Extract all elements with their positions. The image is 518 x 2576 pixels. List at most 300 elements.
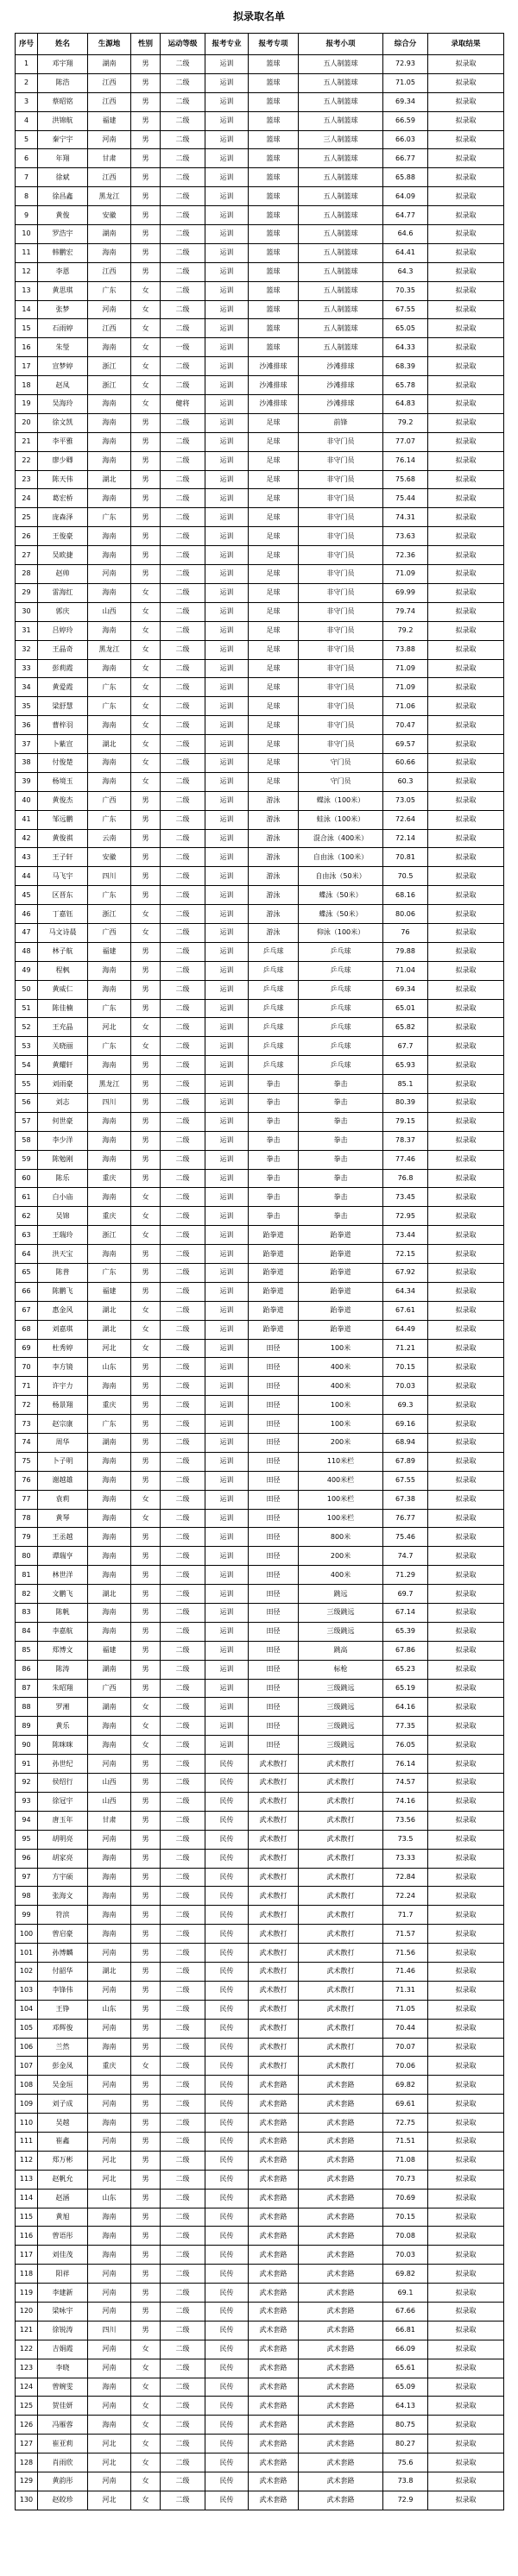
cell-specialty: 武术套路 [249, 2378, 299, 2397]
table-row [16, 2000, 504, 2019]
cell-score: 79.74 [383, 602, 428, 621]
cell-index: 87 [16, 1679, 38, 1698]
cell-name: 唐玉年 [38, 1811, 88, 1830]
cell-sport-level: 二级 [161, 1698, 205, 1717]
cell-result: 拟录取 [428, 1981, 504, 2000]
cell-name: 刘佳茂 [38, 2246, 88, 2265]
cell-score: 76.14 [383, 1755, 428, 1774]
cell-gender: 女 [131, 923, 161, 942]
cell-gender: 男 [131, 55, 161, 74]
cell-major: 运训 [205, 961, 249, 980]
cell-event: 拳击 [299, 1093, 383, 1112]
cell-major: 运训 [205, 1264, 249, 1283]
cell-major: 运训 [205, 546, 249, 565]
cell-result: 拟录取 [428, 2302, 504, 2321]
cell-origin: 海南 [88, 1906, 131, 1925]
cell-name: 王晶奇 [38, 640, 88, 659]
cell-result: 拟录取 [428, 451, 504, 470]
cell-gender: 男 [131, 1075, 161, 1094]
cell-score: 73.5 [383, 1830, 428, 1849]
table-row [16, 1944, 504, 1963]
cell-result: 拟录取 [428, 338, 504, 357]
cell-index: 69 [16, 1339, 38, 1358]
table-row [16, 527, 504, 546]
cell-sport-level: 二级 [161, 1679, 205, 1698]
cell-name: 黄爱霞 [38, 678, 88, 697]
table-row [16, 905, 504, 924]
cell-event: 五人制篮球 [299, 187, 383, 206]
cell-sport-level: 二级 [161, 92, 205, 111]
cell-name: 彭莉霞 [38, 659, 88, 678]
table-row [16, 659, 504, 678]
cell-name: 谭瑞亨 [38, 1547, 88, 1566]
cell-origin: 重庆 [88, 2057, 131, 2076]
cell-sport-level: 二级 [161, 1112, 205, 1131]
cell-gender: 男 [131, 73, 161, 92]
table-row [16, 1282, 504, 1301]
table-row [16, 432, 504, 451]
cell-sport-level: 二级 [161, 1150, 205, 1169]
table-row [16, 300, 504, 319]
cell-origin: 海南 [88, 2038, 131, 2057]
cell-specialty: 武术散打 [249, 1792, 299, 1811]
table-row [16, 1585, 504, 1604]
cell-major: 民传 [205, 2038, 249, 2057]
cell-event: 跆拳道 [299, 1264, 383, 1283]
cell-origin: 福建 [88, 1282, 131, 1301]
cell-index: 17 [16, 357, 38, 376]
cell-index: 3 [16, 92, 38, 111]
cell-event: 非守门员 [299, 583, 383, 602]
cell-event: 乒乓球 [299, 999, 383, 1018]
cell-index: 44 [16, 867, 38, 886]
table-row [16, 508, 504, 527]
cell-index: 52 [16, 1018, 38, 1037]
cell-major: 运训 [205, 1604, 249, 1623]
cell-sport-level: 二级 [161, 602, 205, 621]
cell-major: 运训 [205, 1490, 249, 1509]
table-row [16, 1830, 504, 1849]
cell-sport-level: 二级 [161, 867, 205, 886]
cell-origin: 海南 [88, 2378, 131, 2397]
cell-specialty: 游泳 [249, 923, 299, 942]
cell-gender: 男 [131, 2265, 161, 2284]
cell-major: 运训 [205, 905, 249, 924]
cell-sport-level: 一级 [161, 338, 205, 357]
cell-major: 运训 [205, 262, 249, 281]
table-row [16, 1471, 504, 1490]
cell-gender: 女 [131, 716, 161, 735]
cell-score: 71.05 [383, 73, 428, 92]
cell-index: 99 [16, 1906, 38, 1925]
cell-score: 68.39 [383, 357, 428, 376]
cell-name: 袁莉 [38, 1490, 88, 1509]
cell-index: 122 [16, 2340, 38, 2359]
header-event: 报考小项 [299, 34, 383, 55]
cell-event: 守门员 [299, 772, 383, 791]
cell-name: 吕婷玲 [38, 621, 88, 640]
table-row [16, 1509, 504, 1528]
table-row [16, 2057, 504, 2076]
table-row [16, 1679, 504, 1698]
cell-event: 武术套路 [299, 2151, 383, 2170]
cell-origin: 黑龙江 [88, 640, 131, 659]
cell-specialty: 武术散打 [249, 1774, 299, 1793]
cell-event: 沙滩排球 [299, 395, 383, 414]
cell-event: 武术套路 [299, 2397, 383, 2416]
cell-result: 拟录取 [428, 2265, 504, 2284]
cell-result: 拟录取 [428, 1509, 504, 1528]
table-row [16, 1755, 504, 1774]
cell-name: 贺佳妍 [38, 2397, 88, 2416]
cell-result: 拟录取 [428, 168, 504, 187]
cell-event: 武术套路 [299, 2359, 383, 2378]
cell-gender: 男 [131, 1150, 161, 1169]
cell-event: 拳击 [299, 1207, 383, 1226]
cell-result: 拟录取 [428, 1755, 504, 1774]
cell-sport-level: 二级 [161, 1660, 205, 1679]
cell-name: 林世洋 [38, 1566, 88, 1585]
cell-event: 三人制篮球 [299, 130, 383, 149]
cell-sport-level: 二级 [161, 2246, 205, 2265]
cell-specialty: 拳击 [249, 1093, 299, 1112]
cell-specialty: 拳击 [249, 1075, 299, 1094]
cell-name: 黄耀轩 [38, 1056, 88, 1075]
cell-result: 拟录取 [428, 1471, 504, 1490]
cell-name: 侯绍行 [38, 1774, 88, 1793]
cell-origin: 海南 [88, 2227, 131, 2246]
cell-index: 94 [16, 1811, 38, 1830]
cell-specialty: 篮球 [249, 92, 299, 111]
cell-specialty: 田径 [249, 1377, 299, 1396]
cell-major: 运训 [205, 1585, 249, 1604]
cell-gender: 男 [131, 1906, 161, 1925]
table-row [16, 2453, 504, 2472]
cell-gender: 男 [131, 111, 161, 130]
cell-name: 马飞宇 [38, 867, 88, 886]
cell-score: 72.95 [383, 1207, 428, 1226]
cell-specialty: 篮球 [249, 187, 299, 206]
cell-specialty: 武术套路 [249, 2265, 299, 2284]
cell-gender: 女 [131, 2472, 161, 2491]
cell-score: 71.06 [383, 697, 428, 716]
table-row [16, 621, 504, 640]
cell-result: 拟录取 [428, 716, 504, 735]
cell-score: 80.06 [383, 905, 428, 924]
cell-event: 武术套路 [299, 2378, 383, 2397]
cell-index: 36 [16, 716, 38, 735]
cell-sport-level: 二级 [161, 432, 205, 451]
table-row [16, 2378, 504, 2397]
table-row [16, 1528, 504, 1547]
cell-index: 83 [16, 1604, 38, 1623]
cell-origin: 四川 [88, 1093, 131, 1112]
cell-name: 李恩 [38, 262, 88, 281]
cell-name: 朱昭翔 [38, 1679, 88, 1698]
table-row [16, 2132, 504, 2151]
cell-index: 42 [16, 829, 38, 848]
cell-sport-level: 二级 [161, 1075, 205, 1094]
cell-origin: 湖南 [88, 1434, 131, 1453]
cell-origin: 海南 [88, 1736, 131, 1755]
cell-event: 三级跳远 [299, 1604, 383, 1623]
cell-name: 杨景翔 [38, 1396, 88, 1415]
cell-specialty: 田径 [249, 1660, 299, 1679]
cell-event: 乒乓球 [299, 1018, 383, 1037]
cell-score: 72.84 [383, 1868, 428, 1887]
cell-index: 25 [16, 508, 38, 527]
cell-result: 拟录取 [428, 1075, 504, 1094]
cell-index: 70 [16, 1358, 38, 1377]
cell-origin: 山东 [88, 2189, 131, 2208]
cell-sport-level: 二级 [161, 376, 205, 395]
cell-name: 宣梦婷 [38, 357, 88, 376]
cell-major: 运训 [205, 886, 249, 905]
cell-score: 73.45 [383, 1188, 428, 1207]
cell-major: 运训 [205, 659, 249, 678]
cell-major: 运训 [205, 583, 249, 602]
cell-specialty: 武术套路 [249, 2397, 299, 2416]
cell-sport-level: 二级 [161, 735, 205, 754]
cell-result: 拟录取 [428, 2321, 504, 2340]
cell-event: 五人制篮球 [299, 262, 383, 281]
cell-event: 跆拳道 [299, 1282, 383, 1301]
cell-sport-level: 二级 [161, 2491, 205, 2510]
table-row [16, 451, 504, 470]
cell-name: 肖雨欣 [38, 2453, 88, 2472]
cell-score: 79.2 [383, 413, 428, 432]
header-name: 姓名 [38, 34, 88, 55]
cell-index: 77 [16, 1490, 38, 1509]
cell-origin: 海南 [88, 1131, 131, 1150]
cell-specialty: 田径 [249, 1604, 299, 1623]
cell-gender: 男 [131, 1868, 161, 1887]
cell-score: 72.64 [383, 810, 428, 829]
cell-event: 非守门员 [299, 735, 383, 754]
cell-result: 拟录取 [428, 546, 504, 565]
cell-origin: 浙江 [88, 357, 131, 376]
cell-index: 48 [16, 942, 38, 961]
cell-major: 民传 [205, 2453, 249, 2472]
cell-major: 民传 [205, 2000, 249, 2019]
cell-origin: 甘肃 [88, 149, 131, 168]
cell-specialty: 足球 [249, 716, 299, 735]
table-row [16, 678, 504, 697]
cell-index: 66 [16, 1282, 38, 1301]
cell-specialty: 武术散打 [249, 1906, 299, 1925]
cell-index: 6 [16, 149, 38, 168]
cell-index: 32 [16, 640, 38, 659]
cell-event: 乒乓球 [299, 1056, 383, 1075]
cell-event: 自由泳（50米） [299, 867, 383, 886]
cell-event: 武术套路 [299, 2265, 383, 2284]
cell-major: 运训 [205, 206, 249, 225]
cell-sport-level: 二级 [161, 1811, 205, 1830]
cell-result: 拟录取 [428, 2472, 504, 2491]
cell-major: 运训 [205, 1301, 249, 1320]
cell-major: 运训 [205, 923, 249, 942]
cell-sport-level: 二级 [161, 1037, 205, 1056]
table-row [16, 735, 504, 754]
cell-major: 运训 [205, 300, 249, 319]
cell-name: 赵宗康 [38, 1415, 88, 1434]
cell-gender: 女 [131, 697, 161, 716]
cell-score: 79.2 [383, 621, 428, 640]
cell-sport-level: 二级 [161, 697, 205, 716]
cell-name: 郑博文 [38, 1641, 88, 1660]
cell-name: 黄思琪 [38, 281, 88, 300]
cell-origin: 湖南 [88, 1660, 131, 1679]
cell-origin: 湖北 [88, 470, 131, 489]
table-row [16, 1264, 504, 1283]
cell-result: 拟录取 [428, 1226, 504, 1245]
cell-origin: 湖南 [88, 225, 131, 244]
cell-event: 武术散打 [299, 1830, 383, 1849]
table-row [16, 1604, 504, 1623]
cell-index: 68 [16, 1320, 38, 1339]
cell-name: 张梦 [38, 300, 88, 319]
cell-sport-level: 二级 [161, 2057, 205, 2076]
table-row [16, 583, 504, 602]
table-row [16, 1169, 504, 1188]
cell-origin: 海南 [88, 1887, 131, 1906]
cell-major: 运训 [205, 55, 249, 74]
cell-index: 60 [16, 1169, 38, 1188]
table-row [16, 2359, 504, 2378]
cell-result: 拟录取 [428, 2246, 504, 2265]
cell-sport-level: 二级 [161, 1207, 205, 1226]
cell-result: 拟录取 [428, 678, 504, 697]
cell-specialty: 足球 [249, 451, 299, 470]
cell-result: 拟录取 [428, 281, 504, 300]
cell-name: 黄乐 [38, 1717, 88, 1736]
cell-specialty: 足球 [249, 659, 299, 678]
cell-origin: 河南 [88, 2359, 131, 2378]
cell-origin: 福建 [88, 1641, 131, 1660]
cell-score: 67.38 [383, 1490, 428, 1509]
cell-index: 33 [16, 659, 38, 678]
table-row [16, 357, 504, 376]
cell-name: 方宇硕 [38, 1868, 88, 1887]
cell-event: 武术散打 [299, 1811, 383, 1830]
cell-name: 吴海玲 [38, 395, 88, 414]
cell-index: 104 [16, 2000, 38, 2019]
cell-score: 73.56 [383, 1811, 428, 1830]
cell-specialty: 足球 [249, 621, 299, 640]
cell-event: 武术散打 [299, 2057, 383, 2076]
cell-gender: 女 [131, 678, 161, 697]
cell-sport-level: 二级 [161, 413, 205, 432]
cell-event: 100米栏 [299, 1509, 383, 1528]
cell-index: 11 [16, 243, 38, 262]
cell-score: 76.14 [383, 451, 428, 470]
table-row [16, 1112, 504, 1131]
cell-origin: 海南 [88, 1566, 131, 1585]
cell-result: 拟录取 [428, 1604, 504, 1623]
cell-name: 刘雨豪 [38, 1075, 88, 1094]
cell-index: 15 [16, 319, 38, 338]
cell-name: 赵皎珍 [38, 2491, 88, 2510]
cell-specialty: 拳击 [249, 1150, 299, 1169]
cell-name: 罗湘 [38, 1698, 88, 1717]
cell-specialty: 田径 [249, 1339, 299, 1358]
cell-major: 民传 [205, 2095, 249, 2114]
cell-result: 拟录取 [428, 2416, 504, 2435]
cell-event: 五人制篮球 [299, 111, 383, 130]
cell-major: 运训 [205, 1112, 249, 1131]
cell-gender: 男 [131, 130, 161, 149]
cell-sport-level: 二级 [161, 1377, 205, 1396]
table-row [16, 73, 504, 92]
cell-origin: 重庆 [88, 1396, 131, 1415]
cell-gender: 男 [131, 829, 161, 848]
cell-origin: 河南 [88, 2302, 131, 2321]
cell-index: 21 [16, 432, 38, 451]
cell-origin: 广东 [88, 508, 131, 527]
cell-sport-level: 二级 [161, 262, 205, 281]
cell-event: 400米 [299, 1566, 383, 1585]
cell-index: 88 [16, 1698, 38, 1717]
cell-major: 运训 [205, 187, 249, 206]
cell-score: 71.21 [383, 1339, 428, 1358]
cell-origin: 四川 [88, 2321, 131, 2340]
cell-score: 69.57 [383, 735, 428, 754]
cell-score: 71.05 [383, 2000, 428, 2019]
table-row [16, 1868, 504, 1887]
cell-name: 黄俊杰 [38, 791, 88, 810]
cell-specialty: 足球 [249, 602, 299, 621]
cell-index: 125 [16, 2397, 38, 2416]
cell-origin: 河北 [88, 2435, 131, 2453]
cell-sport-level: 二级 [161, 1755, 205, 1774]
cell-index: 49 [16, 961, 38, 980]
cell-index: 16 [16, 338, 38, 357]
cell-index: 116 [16, 2227, 38, 2246]
cell-name: 王子轩 [38, 848, 88, 867]
cell-score: 65.19 [383, 1679, 428, 1698]
cell-index: 117 [16, 2246, 38, 2265]
cell-major: 民传 [205, 1792, 249, 1811]
cell-gender: 女 [131, 319, 161, 338]
table-row [16, 1566, 504, 1585]
cell-sport-level: 二级 [161, 753, 205, 772]
cell-event: 非守门员 [299, 451, 383, 470]
cell-event: 非守门员 [299, 432, 383, 451]
cell-gender: 女 [131, 640, 161, 659]
table-row [16, 111, 504, 130]
cell-specialty: 武术套路 [249, 2302, 299, 2321]
cell-origin: 江西 [88, 262, 131, 281]
cell-result: 拟录取 [428, 753, 504, 772]
cell-gender: 男 [131, 546, 161, 565]
cell-major: 运训 [205, 168, 249, 187]
cell-origin: 浙江 [88, 1226, 131, 1245]
cell-sport-level: 二级 [161, 1830, 205, 1849]
cell-index: 126 [16, 2416, 38, 2435]
cell-event: 非守门员 [299, 546, 383, 565]
cell-name: 阳祥 [38, 2265, 88, 2284]
cell-sport-level: 二级 [161, 187, 205, 206]
cell-major: 运训 [205, 470, 249, 489]
cell-sport-level: 二级 [161, 225, 205, 244]
table-row [16, 1698, 504, 1717]
cell-score: 72.14 [383, 829, 428, 848]
cell-gender: 男 [131, 1169, 161, 1188]
cell-event: 五人制篮球 [299, 300, 383, 319]
cell-sport-level: 二级 [161, 1188, 205, 1207]
cell-result: 拟录取 [428, 735, 504, 754]
cell-result: 拟录取 [428, 111, 504, 130]
